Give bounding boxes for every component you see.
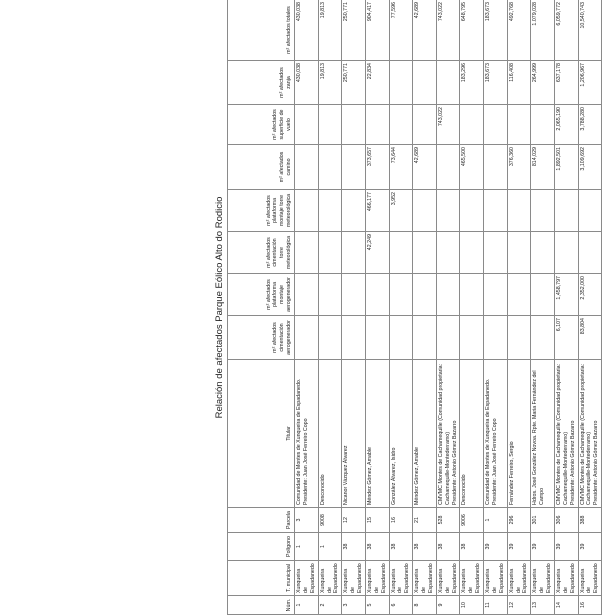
cell-parcela: 12	[342, 508, 366, 533]
cell-cim-aero	[413, 316, 437, 360]
cell-cim-aero	[365, 316, 389, 360]
cell-plat-torre	[578, 190, 602, 232]
cell-titular: Méndez Gómez, Amable	[413, 360, 437, 508]
cell-cim-aero	[531, 316, 555, 360]
cell-num: 11	[484, 596, 508, 615]
cell-titular: Hdros. José González Novoa. Rpte. Maria Fernández del Campo	[531, 360, 555, 508]
cell-poligono: 39	[484, 533, 508, 561]
cell-municipio: Xunqueira de Espadanedo	[484, 561, 508, 596]
cell-zanja	[413, 61, 437, 105]
cell-vuelo	[484, 105, 508, 145]
table-row	[554, 0, 578, 615]
cell-parcela: 15	[365, 508, 389, 533]
cell-num: 10	[460, 596, 484, 615]
cell-cim-torre	[578, 232, 602, 274]
cell-num: 5	[365, 596, 389, 615]
cell-poligono: 39	[578, 533, 602, 561]
cell-vuelo	[460, 105, 484, 145]
cell-num: 12	[507, 596, 531, 615]
cell-total: 6,059,772	[554, 0, 578, 61]
cell-poligono: 38	[365, 533, 389, 561]
cell-zanja: 183,673	[484, 61, 508, 105]
cell-plat-aero	[507, 274, 531, 316]
cell-zanja: 264,999	[531, 61, 555, 105]
cell-total: 19,813	[318, 0, 342, 61]
cell-plat-torre: 3,952	[389, 190, 413, 232]
cell-vuelo: 3,788,280	[578, 105, 602, 145]
cell-cim-torre	[389, 232, 413, 274]
column-header: Polígono	[228, 533, 295, 561]
cell-municipio: Xunqueira de Espadanedo	[531, 561, 555, 596]
cell-poligono: 38	[413, 533, 437, 561]
cell-poligono: 38	[436, 533, 460, 561]
column-header: m² afectados cimentación aerogenerador	[228, 316, 295, 360]
cell-titular: Méndez Gómez, Amable	[365, 360, 389, 508]
cell-plat-torre	[554, 190, 578, 232]
cell-camino: 814,029	[531, 145, 555, 190]
cell-titular: Desconocido	[460, 360, 484, 508]
cell-titular: González Álvarez, Isidro	[389, 360, 413, 508]
cell-plat-torre	[460, 190, 484, 232]
cell-poligono: 38	[389, 533, 413, 561]
column-header: m² afectados camino	[228, 145, 295, 190]
table-row	[413, 0, 437, 615]
table-row	[342, 0, 366, 615]
cell-cim-aero	[460, 316, 484, 360]
table-row	[295, 0, 319, 615]
cell-poligono: 1	[295, 533, 319, 561]
cell-cim-aero	[318, 316, 342, 360]
column-header: m² afectados cimentación torre meteorológica	[228, 232, 295, 274]
cell-titular: CMVMC Montes de Cachamequille (Comunidad propietaria: Cachamequille-Montederramo) Presidente: Antonio Gómez Bazarro	[578, 360, 602, 508]
cell-cim-torre	[460, 232, 484, 274]
cell-plat-torre	[436, 190, 460, 232]
cell-zanja: 250,771	[342, 61, 366, 105]
table-row	[318, 0, 342, 615]
cell-titular: CMVMC Montes de Cachamequille (Comunidad propietaria: Cachamequille-Montederramo) Presidente: Antonio Gómez Bazarro	[436, 360, 460, 508]
table-row	[365, 0, 389, 615]
cell-cim-aero	[389, 316, 413, 360]
column-header: Parcela	[228, 508, 295, 533]
cell-vuelo: 743,022	[436, 105, 460, 145]
cell-municipio: Xunqueira de Espadanedo	[318, 561, 342, 596]
column-header: m² afectados plataforma montaje torre meteorológica	[228, 190, 295, 232]
cell-cim-aero: 83,804	[578, 316, 602, 360]
cell-plat-torre: 466,177	[365, 190, 389, 232]
table-row	[436, 0, 460, 615]
cell-total: 492,768	[507, 0, 531, 61]
cell-plat-torre	[413, 190, 437, 232]
cell-municipio: Xunqueira de Espadanedo	[342, 561, 366, 596]
cell-plat-torre	[295, 190, 319, 232]
cell-vuelo	[389, 105, 413, 145]
cell-cim-torre	[318, 232, 342, 274]
cell-cim-aero	[342, 316, 366, 360]
cell-camino: 3,109,692	[578, 145, 602, 190]
cell-cim-aero	[295, 316, 319, 360]
cell-plat-torre	[507, 190, 531, 232]
cell-vuelo	[413, 105, 437, 145]
cell-vuelo	[365, 105, 389, 145]
cell-plat-aero	[413, 274, 437, 316]
column-header: m² afectados zanja	[228, 61, 295, 105]
cell-plat-aero	[389, 274, 413, 316]
table-row	[389, 0, 413, 615]
cell-titular: Fernández Ferreiro, Sergio	[507, 360, 531, 508]
cell-camino: 42,689	[413, 145, 437, 190]
cell-total: 183,673	[484, 0, 508, 61]
table-row	[460, 0, 484, 615]
cell-poligono: 39	[554, 533, 578, 561]
cell-plat-aero	[295, 274, 319, 316]
cell-parcela: 306	[554, 508, 578, 533]
table-row	[484, 0, 508, 615]
cell-parcela: 1	[484, 508, 508, 533]
cell-poligono: 38	[460, 533, 484, 561]
cell-total: 250,771	[342, 0, 366, 61]
cell-municipio: Xunqueira de Espadanedo	[365, 561, 389, 596]
cell-municipio: Xunqueira de Espadanedo	[295, 561, 319, 596]
cell-parcela: 388	[578, 508, 602, 533]
cell-titular: CMVMC Montes de Cachamequille (Comunidad propietaria: Cachamequille-Montederramo) Presidente: Antonio Gómez Bazarro	[554, 360, 578, 508]
cell-num: 1	[295, 596, 319, 615]
cell-total: 77,596	[389, 0, 413, 61]
cell-parcela: 9008	[318, 508, 342, 533]
cell-camino	[484, 145, 508, 190]
cell-num: 13	[531, 596, 555, 615]
table-row	[507, 0, 531, 615]
cell-vuelo	[318, 105, 342, 145]
cell-camino	[318, 145, 342, 190]
cell-num: 3	[342, 596, 366, 615]
cell-plat-aero	[484, 274, 508, 316]
cell-parcela: 296	[507, 508, 531, 533]
cell-titular: Comunidad de Montes de Xunqueira de Espadanedo. Presidente: Juan José Ferreiro Copo	[484, 360, 508, 508]
cell-zanja: 430,038	[295, 61, 319, 105]
cell-titular: Nicanor Vázquez Álvarez	[342, 360, 366, 508]
cell-zanja: 1,206,967	[578, 61, 602, 105]
cell-plat-aero	[531, 274, 555, 316]
table-header-row	[228, 0, 295, 615]
cell-vuelo: 2,065,190	[554, 105, 578, 145]
cell-municipio: Xunqueira de Espadanedo	[436, 561, 460, 596]
cell-camino: 73,644	[389, 145, 413, 190]
column-header: m² afectados plataforma montaje aerogenerador	[228, 274, 295, 316]
affected-parcels-table	[227, 0, 602, 615]
cell-camino	[295, 145, 319, 190]
cell-zanja: 116,408	[507, 61, 531, 105]
cell-parcela: 301	[531, 508, 555, 533]
cell-cim-torre	[507, 232, 531, 274]
column-header: T. municipal	[228, 561, 295, 596]
cell-camino	[436, 145, 460, 190]
cell-cim-torre	[436, 232, 460, 274]
cell-zanja: 22,834	[365, 61, 389, 105]
cell-total: 743,022	[436, 0, 460, 61]
document-title: Relación de afectados Parque Eólico Alto do Rodicio	[214, 196, 225, 419]
cell-total: 430,038	[295, 0, 319, 61]
cell-camino: 1,892,501	[554, 145, 578, 190]
cell-total: 42,689	[413, 0, 437, 61]
cell-cim-torre	[554, 232, 578, 274]
cell-zanja	[389, 61, 413, 105]
cell-parcela: 21	[413, 508, 437, 533]
cell-municipio: Xunqueira de Espadanedo	[413, 561, 437, 596]
column-header: m² afectados totales	[228, 0, 295, 61]
cell-cim-torre	[531, 232, 555, 274]
table-row	[531, 0, 555, 615]
cell-parcela: 16	[389, 508, 413, 533]
cell-plat-aero	[436, 274, 460, 316]
cell-parcela: 9006	[460, 508, 484, 533]
cell-cim-torre	[342, 232, 366, 274]
cell-vuelo	[531, 105, 555, 145]
cell-plat-aero: 2,352,000	[578, 274, 602, 316]
cell-parcela: 528	[436, 508, 460, 533]
cell-parcela: 3	[295, 508, 319, 533]
cell-cim-aero	[484, 316, 508, 360]
cell-cim-torre	[413, 232, 437, 274]
cell-municipio: Xunqueira de Espadanedo	[389, 561, 413, 596]
cell-num: 6	[389, 596, 413, 615]
cell-plat-aero	[318, 274, 342, 316]
cell-vuelo	[342, 105, 366, 145]
cell-zanja: 637,178	[554, 61, 578, 105]
cell-plat-aero	[460, 274, 484, 316]
cell-plat-torre	[318, 190, 342, 232]
cell-cim-aero	[436, 316, 460, 360]
column-header: Núm.	[228, 596, 295, 615]
cell-plat-aero: 1,458,797	[554, 274, 578, 316]
cell-vuelo	[295, 105, 319, 145]
cell-poligono: 38	[342, 533, 366, 561]
column-header: m² afectados superficie de vuelo	[228, 105, 295, 145]
cell-poligono: 39	[531, 533, 555, 561]
cell-poligono: 39	[507, 533, 531, 561]
cell-camino: 376,360	[507, 145, 531, 190]
cell-poligono: 1	[318, 533, 342, 561]
column-header: Titular	[228, 360, 295, 508]
cell-total: 1.079,028	[531, 0, 555, 61]
cell-plat-aero	[342, 274, 366, 316]
cell-plat-torre	[484, 190, 508, 232]
cell-num: 9	[436, 596, 460, 615]
cell-plat-torre	[342, 190, 366, 232]
table-row	[578, 0, 602, 615]
cell-municipio: Xunqueira de Espadanedo	[507, 561, 531, 596]
cell-plat-torre	[531, 190, 555, 232]
cell-municipio: Xunqueira de Espadanedo	[554, 561, 578, 596]
cell-total: 648,795	[460, 0, 484, 61]
cell-num: 16	[578, 596, 602, 615]
cell-num: 2	[318, 596, 342, 615]
cell-municipio: Xunqueira de Espadanedo	[460, 561, 484, 596]
cell-cim-torre	[295, 232, 319, 274]
cell-titular: Desconocido	[318, 360, 342, 508]
cell-cim-torre: 42,249	[365, 232, 389, 274]
cell-total: 10,540,743	[578, 0, 602, 61]
cell-camino	[342, 145, 366, 190]
cell-vuelo	[507, 105, 531, 145]
cell-cim-aero	[507, 316, 531, 360]
cell-num: 14	[554, 596, 578, 615]
cell-total: 904,417	[365, 0, 389, 61]
cell-cim-aero: 6,107	[554, 316, 578, 360]
cell-cim-torre	[484, 232, 508, 274]
cell-zanja: 19,813	[318, 61, 342, 105]
cell-municipio: Xunqueira de Espadanedo	[578, 561, 602, 596]
cell-titular: Comunidad de Montes de Xunqueira de Espadanedo. Presidente: Juan José Ferreiro Copo	[295, 360, 319, 508]
cell-zanja: 183,296	[460, 61, 484, 105]
cell-plat-aero	[365, 274, 389, 316]
cell-camino: 465,500	[460, 145, 484, 190]
cell-num: 8	[413, 596, 437, 615]
cell-camino: 373,657	[365, 145, 389, 190]
cell-zanja	[436, 61, 460, 105]
